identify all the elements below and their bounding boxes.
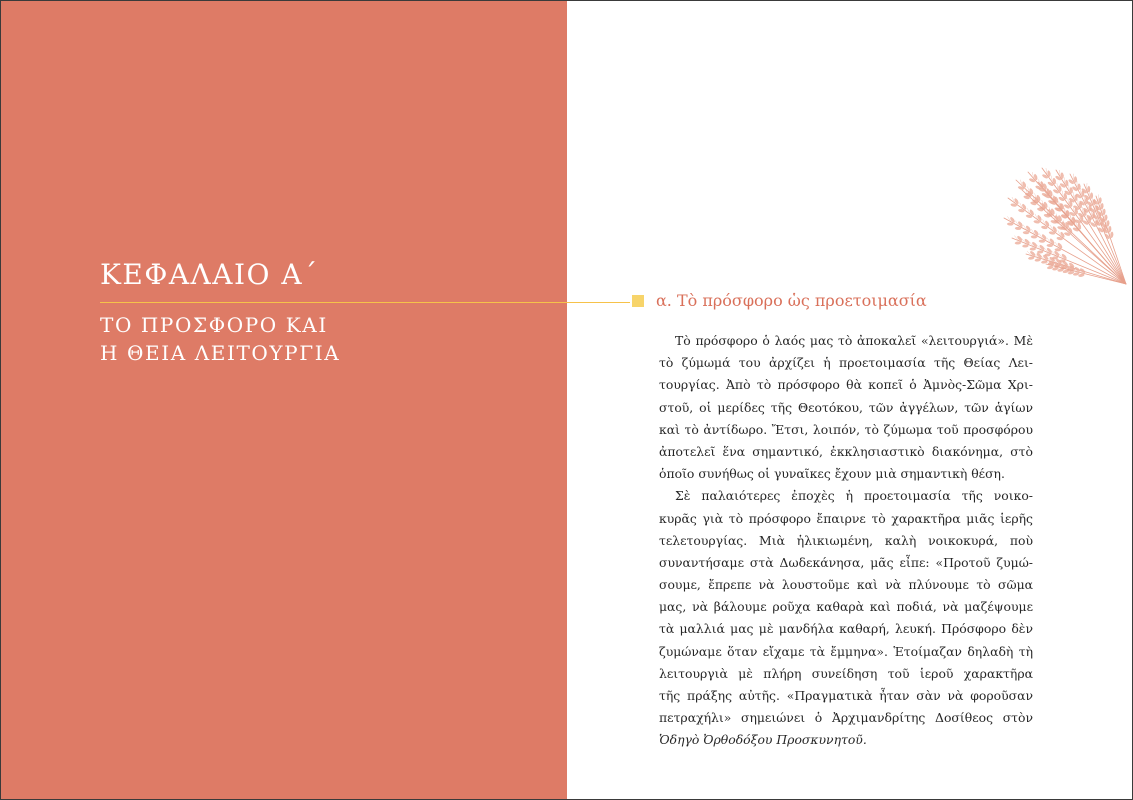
section-title: α. Τὸ πρόσφορο ὡς προετοιμασία (656, 291, 927, 310)
paragraph-line: συναντήσαμε στὰ Δωδεκάνησα, μᾶς εἶπε: «Προτοῦ ζυμώ- (659, 554, 1033, 570)
paragraph-line: πετραχήλι» σημειώνει ὁ Ἀρχιμανδρίτης Δοσίθεος στὸν (659, 710, 1033, 726)
paragraph-line: τὸ ζύμωμά του ἀρχίζει ἡ προετοιμασία τῆς Θείας Λει- (659, 355, 1033, 371)
chapter-rule-line (100, 302, 630, 303)
paragraph-line: λειτουργιὰ μὲ πλήρη συνείδηση τοῦ ἱεροῦ χαρακτῆρα (659, 665, 1033, 681)
paragraph-line: τουργίας. Ἀπὸ τὸ πρόσφορο θὰ κοπεῖ ὁ Ἀμνὸς-Σῶμα Χρι- (659, 377, 1033, 393)
paragraph-line: ἀποτελεῖ ἕνα σημαντικό, ἐκκλησιαστικὸ διακόνημα, στὸ (659, 443, 1033, 459)
paragraph-line: μας, νὰ βάλουμε ροῦχα καθαρὰ καὶ ποδιά, νὰ μαζέψουμε (659, 599, 1033, 615)
chapter-heading: ΚΕΦΑΛΑΙΟ Α΄ (100, 258, 319, 291)
paragraph-line: σουμε, ἔπρεπε νὰ λουστοῦμε καὶ νὰ πλύνουμε τὸ σῶμα (659, 577, 1033, 593)
paragraph-line: στοῦ, οἱ μερίδες τῆς Θεοτόκου, τῶν ἀγγέλων, τῶν ἁγίων (659, 399, 1033, 415)
paragraph-line: κυρᾶς γιὰ τὸ πρόσφορο ἔπαιρνε τὸ χαρακτῆρα μιᾶς ἱερῆς (659, 510, 1033, 526)
wheat-icon (986, 162, 1132, 290)
left-page-panel (1, 1, 567, 799)
section-marker (632, 295, 644, 307)
paragraph-line: τῆς πράξης αὐτῆς. «Πραγματικὰ ἦταν σὰν νὰ φοροῦσαν (659, 688, 1033, 703)
paragraph-line: Τὸ πρόσφορο ὁ λαός μας τὸ ἀποκαλεῖ «λειτουργιά». Μὲ (675, 333, 1033, 348)
paragraph-line: Σὲ παλαιότερες ἐποχὲς ἡ προετοιμασία τῆς νοικο- (675, 488, 1033, 504)
paragraph-line: ζυμώναμε ὅταν εἴχαμε τὰ ἔμμηνα». Ἑτοίμαζαν δηλαδὴ τὴ (659, 643, 1033, 659)
chapter-subtitle-line: Η ΘΕΙΑ ΛΕΙΤΟΥΡΓΙΑ (100, 341, 341, 365)
paragraph-line (659, 729, 1033, 751)
chapter-subtitle-line: ΤΟ ΠΡΟΣΦΟΡΟ ΚΑΙ (100, 313, 328, 337)
body-text (659, 330, 1033, 752)
paragraph-line: ὁποῖο συνήθως οἱ γυναῖκες ἔχουν μιὰ σημαντικὴ θέση. (659, 466, 1005, 482)
paragraph-line: τελετουργίας. Μιὰ ἡλικιωμένη, καλὴ νοικοκυρά, ποὺ (659, 532, 1033, 548)
paragraph-line: τὰ μαλλιά μας μὲ μανδήλα καθαρή, λευκή. Πρόσφορο δὲν (659, 621, 1033, 637)
chapter-subtitle (100, 311, 340, 367)
paragraph-line: καὶ τὸ ἀντίδωρο. Ἔτσι, λοιπόν, τὸ ζύμωμα τοῦ προσφόρου (659, 421, 1033, 437)
book-title-italic: Ὁδηγὸ Ὀρθοδόξου Προσκυνητοῦ. (659, 732, 867, 748)
